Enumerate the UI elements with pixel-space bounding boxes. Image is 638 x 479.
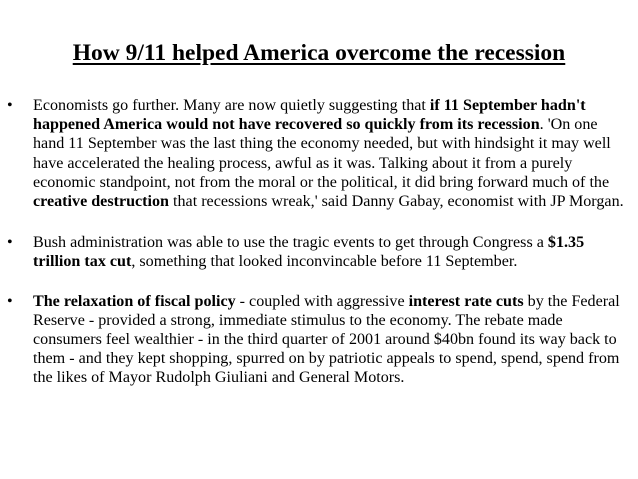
bullet-text-emphasis: The relaxation of fiscal policy: [33, 292, 236, 310]
bullet-text-segment: that recessions wreak,' said Danny Gabay, economist with JP Morgan.: [169, 193, 624, 211]
bullet-text-emphasis: interest rate cuts: [408, 292, 524, 310]
bullet-text: [33, 293, 620, 387]
slide-title: How 9/11 helped America overcome the recession: [72, 40, 566, 66]
bullet-text-emphasis: creative destruction: [33, 193, 170, 211]
bullet-text-segment: - coupled with aggressive: [235, 292, 409, 310]
bullet-list: [0, 96, 638, 388]
bullet-text: [33, 234, 584, 270]
bullet-text-segment: Bush administration was able to use the tragic events to get through Congress a: [33, 234, 548, 252]
bullet-text-segment: . 'On one hand 11 September was the last thing the economy needed, but with hindsight it may well have accelerated the healing process, awful as it was. Talking about it from a purely economic standpoint, not from the moral or the political, it did bring forward much of the: [33, 116, 611, 191]
bullet-dot-icon: •: [7, 97, 13, 114]
bullet-text-segment: Economists go further. Many are now quietly suggesting that: [33, 97, 430, 114]
bullet-item: [0, 233, 638, 271]
bullet-item: [0, 292, 638, 388]
bullet-text-segment: by the Federal Reserve - provided a strong, immediate stimulus to the economy. The rebate made consumers feel wealthier - in the third quarter of 2001 around $40bn found its way back to them - and they kept shopping, spurred on by patriotic appeals to spend, spend, spend from the likes of Mayor Rudolph Giuliani and General Motors.: [33, 292, 620, 387]
bullet-text: [33, 97, 624, 210]
bullet-text-emphasis: $1.35 trillion tax cut: [33, 234, 585, 271]
bullet-item: [0, 96, 638, 211]
bullet-text-segment: , something that looked inconvincable before 11 September.: [131, 253, 518, 271]
bullet-dot-icon: •: [7, 292, 13, 310]
bullet-dot-icon: •: [7, 234, 13, 252]
bullet-text-emphasis: if 11 September hadn't happened America would not have recovered so quickly from its recession: [33, 97, 586, 134]
